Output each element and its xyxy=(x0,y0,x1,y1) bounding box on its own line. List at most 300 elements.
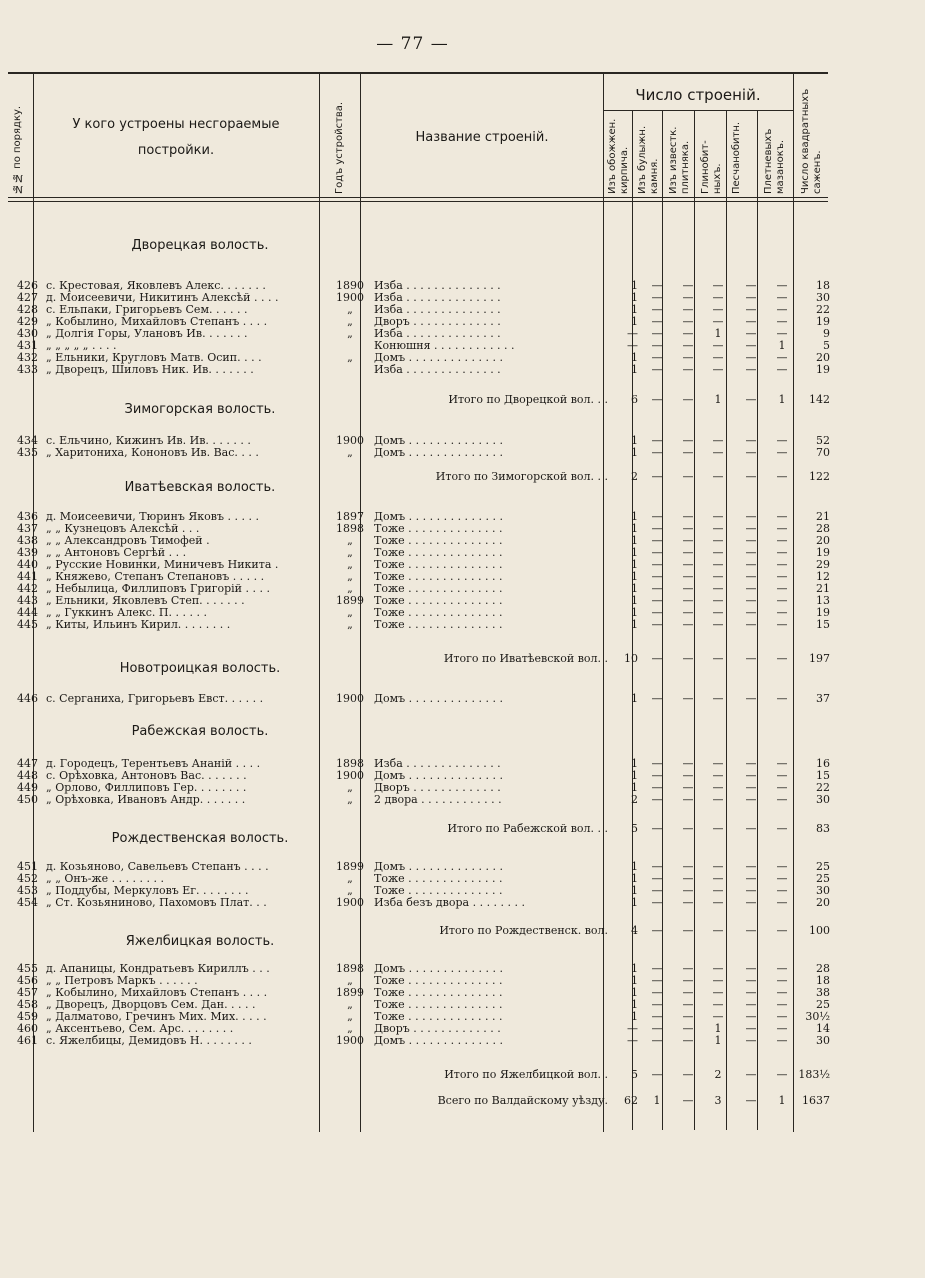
year-built: „ xyxy=(347,618,353,631)
count-cell: — xyxy=(712,558,724,571)
building-name: Домъ . . . . . . . . . . . . . . xyxy=(374,860,504,873)
grand-total-row xyxy=(8,1094,828,1107)
count-cell: — xyxy=(745,279,757,292)
count-cell: — xyxy=(651,558,663,571)
table-row xyxy=(8,793,828,806)
total-count-cell: — xyxy=(712,924,724,937)
header-sub-sand: Песчанобитн. xyxy=(731,121,742,194)
year-built: 1890 xyxy=(336,279,364,292)
year-built: 1900 xyxy=(336,291,364,304)
count-cell: — xyxy=(682,1022,694,1035)
row-number: 439 xyxy=(17,546,38,559)
count-cell: — xyxy=(682,974,694,987)
count-cell: — xyxy=(682,303,694,316)
total-square-sazhen: 197 xyxy=(809,652,830,665)
count-cell: — xyxy=(682,860,694,873)
total-count-cell: 1 xyxy=(714,393,722,406)
grand-total-count-cell: 1 xyxy=(653,1094,661,1107)
year-built: „ xyxy=(347,303,353,316)
owner-name: „ Поддубы, Меркуловъ Ег. . . . . . . . xyxy=(46,884,249,897)
count-cell: — xyxy=(651,793,663,806)
square-sazhen: 70 xyxy=(816,446,830,459)
count-cell: 1 xyxy=(631,998,638,1011)
count-cell: — xyxy=(682,769,694,782)
count-cell: — xyxy=(651,618,663,631)
square-sazhen: 30½ xyxy=(805,1010,830,1023)
count-cell: 1 xyxy=(631,522,638,535)
count-cell: — xyxy=(745,546,757,559)
count-cell: — xyxy=(682,962,694,975)
count-cell: — xyxy=(745,570,757,583)
page-number: — 77 — xyxy=(376,34,449,54)
grand-total-square-sazhen: 1637 xyxy=(802,1094,830,1107)
building-name: Домъ . . . . . . . . . . . . . . xyxy=(374,769,504,782)
building-name: Домъ . . . . . . . . . . . . . . xyxy=(374,351,504,364)
count-cell: — xyxy=(776,534,788,547)
count-cell: — xyxy=(745,446,757,459)
count-cell: — xyxy=(776,522,788,535)
year-built: „ xyxy=(347,781,353,794)
square-sazhen: 14 xyxy=(816,1022,830,1035)
total-count-cell: — xyxy=(776,822,788,835)
square-sazhen: 21 xyxy=(816,510,830,523)
count-cell: — xyxy=(712,860,724,873)
square-sazhen: 25 xyxy=(816,872,830,885)
building-name: Домъ . . . . . . . . . . . . . . xyxy=(374,1034,504,1047)
total-count-cell: 4 xyxy=(631,924,638,937)
count-cell: — xyxy=(682,363,694,376)
owner-name: с. Яжелбицы, Демидовъ Н. . . . . . . . xyxy=(46,1034,252,1047)
section-title: Иватѣевская волость. xyxy=(124,480,276,495)
count-cell: — xyxy=(712,974,724,987)
count-cell: — xyxy=(745,606,757,619)
count-cell: — xyxy=(682,793,694,806)
count-cell: 1 xyxy=(631,781,638,794)
total-square-sazhen: 100 xyxy=(809,924,830,937)
count-cell: — xyxy=(682,594,694,607)
count-cell: — xyxy=(712,315,724,328)
count-cell: — xyxy=(651,998,663,1011)
count-cell: — xyxy=(682,327,694,340)
count-cell: 1 xyxy=(631,618,638,631)
count-cell: — xyxy=(745,510,757,523)
total-count-cell: — xyxy=(651,924,663,937)
total-count-cell: — xyxy=(651,822,663,835)
count-cell: — xyxy=(776,618,788,631)
count-cell: — xyxy=(776,793,788,806)
count-cell: 1 xyxy=(778,339,786,352)
count-cell: — xyxy=(745,884,757,897)
count-cell: 1 xyxy=(631,434,638,447)
square-sazhen: 19 xyxy=(816,546,830,559)
row-number: 446 xyxy=(17,692,38,705)
table-row xyxy=(8,618,828,631)
year-built: 1900 xyxy=(336,896,364,909)
count-cell: 1 xyxy=(631,974,638,987)
count-cell: — xyxy=(651,986,663,999)
count-cell: — xyxy=(651,291,663,304)
owner-name: „ „ Антоновъ Сергѣй . . . xyxy=(46,546,187,559)
count-cell: — xyxy=(651,339,663,352)
count-cell: 1 xyxy=(631,534,638,547)
section-title: Новотроицкая волость. xyxy=(119,661,281,676)
square-sazhen: 22 xyxy=(816,303,830,316)
row-number: 445 xyxy=(17,618,38,631)
owner-name: „ Небылица, Филлиповъ Григорій . . . . xyxy=(46,582,270,595)
year-built: „ xyxy=(347,558,353,571)
count-cell: — xyxy=(712,618,724,631)
count-cell: — xyxy=(682,998,694,1011)
count-cell: 1 xyxy=(631,363,638,376)
owner-name: д. Моисеевичи, Тюринъ Яковъ . . . . . xyxy=(46,510,259,523)
count-cell: 1 xyxy=(631,446,638,459)
count-cell: — xyxy=(712,446,724,459)
count-cell: 1 xyxy=(631,896,638,909)
square-sazhen: 18 xyxy=(816,974,830,987)
square-sazhen: 30 xyxy=(816,291,830,304)
year-built: 1899 xyxy=(336,860,364,873)
year-built: „ xyxy=(347,446,353,459)
year-built: 1897 xyxy=(336,510,364,523)
count-cell: — xyxy=(776,279,788,292)
building-name: Тоже . . . . . . . . . . . . . . xyxy=(374,522,503,535)
count-cell: — xyxy=(745,974,757,987)
total-count-cell: — xyxy=(776,1068,788,1081)
count-cell: — xyxy=(682,339,694,352)
building-name: Тоже . . . . . . . . . . . . . . xyxy=(374,884,503,897)
count-cell: — xyxy=(712,363,724,376)
count-cell: — xyxy=(776,594,788,607)
count-cell: — xyxy=(745,594,757,607)
building-name: Тоже . . . . . . . . . . . . . . xyxy=(374,974,503,987)
header-col-year: Годъ устройства. xyxy=(334,101,345,194)
count-cell: — xyxy=(651,692,663,705)
count-cell: — xyxy=(745,757,757,770)
year-built: 1899 xyxy=(336,986,364,999)
square-sazhen: 19 xyxy=(816,315,830,328)
total-count-cell: — xyxy=(682,470,694,483)
row-number: 429 xyxy=(17,315,38,328)
building-name: Дворъ . . . . . . . . . . . . . xyxy=(374,781,501,794)
count-cell: 1 xyxy=(631,872,638,885)
count-cell: 1 xyxy=(631,606,638,619)
building-name: Домъ . . . . . . . . . . . . . . xyxy=(374,692,504,705)
owner-name: „ „ Александровъ Тимофей . xyxy=(46,534,210,547)
count-cell: — xyxy=(745,896,757,909)
table-row xyxy=(8,446,828,459)
row-number: 452 xyxy=(17,872,38,885)
building-name: Тоже . . . . . . . . . . . . . . xyxy=(374,546,503,559)
count-cell: — xyxy=(712,781,724,794)
count-cell: — xyxy=(776,884,788,897)
square-sazhen: 15 xyxy=(816,618,830,631)
year-built: „ xyxy=(347,351,353,364)
row-number: 441 xyxy=(17,570,38,583)
building-name: Тоже . . . . . . . . . . . . . . xyxy=(374,986,503,999)
owner-name: „ Далматово, Гречинъ Мих. Мих. . . . . xyxy=(46,1010,267,1023)
total-square-sazhen: 183½ xyxy=(798,1068,830,1081)
count-cell: — xyxy=(745,781,757,794)
square-sazhen: 5 xyxy=(823,339,830,352)
building-name: Тоже . . . . . . . . . . . . . . xyxy=(374,618,503,631)
count-cell: — xyxy=(745,998,757,1011)
header-sub-clay: Глинобит-ныхъ. xyxy=(700,140,723,194)
total-count-cell: — xyxy=(776,924,788,937)
count-cell: — xyxy=(651,884,663,897)
owner-name: „ „ Кузнецовъ Алексѣй . . . xyxy=(46,522,200,535)
year-built: 1900 xyxy=(336,769,364,782)
count-cell: — xyxy=(682,534,694,547)
count-cell: 1 xyxy=(631,594,638,607)
section-total-label: Итого по Дворецкой вол. . . xyxy=(448,393,608,406)
count-cell: — xyxy=(651,446,663,459)
count-cell: 1 xyxy=(631,558,638,571)
row-number: 436 xyxy=(17,510,38,523)
header-sub-wattle: Плетневыхъ мазанокъ. xyxy=(763,128,786,194)
row-number: 461 xyxy=(17,1034,38,1047)
year-built: „ xyxy=(347,606,353,619)
header-sub-brick: Изъ обожжен. кирпича. xyxy=(607,118,630,194)
count-cell: — xyxy=(745,534,757,547)
count-cell: — xyxy=(712,1010,724,1023)
building-name: Тоже . . . . . . . . . . . . . . xyxy=(374,594,503,607)
owner-name: с. Ельчино, Кижинъ Ив. Ив. . . . . . . xyxy=(46,434,251,447)
total-count-cell: — xyxy=(745,1068,757,1081)
count-cell: — xyxy=(712,434,724,447)
grand-total-count-cell: 1 xyxy=(778,1094,786,1107)
count-cell: — xyxy=(776,1034,788,1047)
count-cell: — xyxy=(682,781,694,794)
row-number: 453 xyxy=(17,884,38,897)
year-built: „ xyxy=(347,1022,353,1035)
count-cell: — xyxy=(712,570,724,583)
count-cell: 1 xyxy=(631,1010,638,1023)
count-cell: 1 xyxy=(631,351,638,364)
count-cell: — xyxy=(627,1022,638,1035)
section-total-label: Итого по Иватѣевской вол. . xyxy=(443,652,608,665)
count-cell: — xyxy=(776,1022,788,1035)
grand-total-count-cell: 62 xyxy=(624,1094,638,1107)
total-count-cell: 2 xyxy=(714,1068,722,1081)
count-cell: 1 xyxy=(631,769,638,782)
row-number: 450 xyxy=(17,793,38,806)
building-name: Изба . . . . . . . . . . . . . . xyxy=(374,303,501,316)
grand-total-count-cell: — xyxy=(682,1094,694,1107)
total-count-cell: — xyxy=(745,822,757,835)
grand-total-label: Всего по Валдайскому уѣзду. xyxy=(437,1094,608,1107)
count-cell: — xyxy=(682,1010,694,1023)
section-title: Яжелбицкая волость. xyxy=(125,934,275,949)
table-row xyxy=(8,896,828,909)
total-count-cell: — xyxy=(682,924,694,937)
owner-name: „ Кобылино, Михайловъ Степанъ . . . . xyxy=(46,986,268,999)
count-cell: — xyxy=(712,510,724,523)
total-count-cell: — xyxy=(682,1068,694,1081)
total-count-cell: — xyxy=(745,393,757,406)
section-title: Рабежская волость. xyxy=(131,724,269,739)
row-number: 459 xyxy=(17,1010,38,1023)
building-name: Изба . . . . . . . . . . . . . . xyxy=(374,757,501,770)
owner-name: „ Харитониха, Кононовъ Ив. Вас. . . . xyxy=(46,446,259,459)
building-name: Конюшня . . . . . . . . . . . . xyxy=(374,339,515,352)
building-name: Изба . . . . . . . . . . . . . . xyxy=(374,363,501,376)
owner-name: с. Крестовая, Яковлевъ Алекс. . . . . . . xyxy=(46,279,266,292)
square-sazhen: 12 xyxy=(816,570,830,583)
square-sazhen: 29 xyxy=(816,558,830,571)
count-cell: — xyxy=(651,570,663,583)
count-cell: — xyxy=(682,434,694,447)
count-cell: — xyxy=(712,522,724,535)
header-col-building: Название строеній. xyxy=(415,130,549,145)
row-number: 438 xyxy=(17,534,38,547)
row-number: 440 xyxy=(17,558,38,571)
count-cell: — xyxy=(776,570,788,583)
row-number: 460 xyxy=(17,1022,38,1035)
count-cell: — xyxy=(776,986,788,999)
grand-total-count-cell: — xyxy=(745,1094,757,1107)
row-number: 443 xyxy=(17,594,38,607)
row-number: 428 xyxy=(17,303,38,316)
owner-name: „ Русские Новинки, Миничевъ Никита . xyxy=(46,558,279,571)
year-built: 1900 xyxy=(336,434,364,447)
count-cell: — xyxy=(745,522,757,535)
count-cell: — xyxy=(682,1034,694,1047)
square-sazhen: 37 xyxy=(816,692,830,705)
owner-name: „ „ Онъ-же . . . . . . . . xyxy=(46,872,165,885)
count-cell: — xyxy=(776,315,788,328)
header-bottom-rule-2 xyxy=(8,201,828,202)
owner-name: д. Городецъ, Терентьевъ Ананій . . . . xyxy=(46,757,261,770)
square-sazhen: 25 xyxy=(816,860,830,873)
owner-name: „ Киты, Ильинъ Кирил. . . . . . . . xyxy=(46,618,231,631)
count-cell: — xyxy=(776,327,788,340)
count-cell: — xyxy=(682,279,694,292)
year-built: „ xyxy=(347,534,353,547)
year-built: „ xyxy=(347,327,353,340)
owner-name: „ Орѣховка, Ивановъ Андр. . . . . . . xyxy=(46,793,246,806)
count-cell: — xyxy=(651,363,663,376)
owner-name: „ Дворецъ, Шиловъ Ник. Ив. . . . . . . xyxy=(46,363,254,376)
row-number: 434 xyxy=(17,434,38,447)
count-cell: — xyxy=(776,546,788,559)
owner-name: „ Аксентьево, Сем. Арс. . . . . . . . xyxy=(46,1022,234,1035)
owner-name: „ Дворецъ, Дворцовъ Сем. Дан. . . . . xyxy=(46,998,256,1011)
total-count-cell: — xyxy=(682,822,694,835)
square-sazhen: 38 xyxy=(816,986,830,999)
table-top-rule xyxy=(8,72,828,74)
count-cell: 1 xyxy=(631,570,638,583)
year-built: „ xyxy=(347,315,353,328)
count-cell: — xyxy=(651,327,663,340)
count-cell: — xyxy=(682,872,694,885)
count-cell: — xyxy=(682,291,694,304)
count-cell: — xyxy=(776,860,788,873)
count-cell: — xyxy=(712,303,724,316)
year-built: 1898 xyxy=(336,757,364,770)
header-col-sq: Число квадратныхъ саженъ. xyxy=(800,88,823,194)
count-cell: — xyxy=(776,351,788,364)
count-cell: 1 xyxy=(631,303,638,316)
building-name: Тоже . . . . . . . . . . . . . . xyxy=(374,570,503,583)
section-total-label: Итого по Рождественск. вол. xyxy=(439,924,608,937)
year-built: „ xyxy=(347,582,353,595)
square-sazhen: 19 xyxy=(816,606,830,619)
square-sazhen: 9 xyxy=(823,327,830,340)
count-cell: — xyxy=(651,582,663,595)
year-built: 1898 xyxy=(336,522,364,535)
owner-name: „ Орлово, Филлиповъ Гер. . . . . . . . xyxy=(46,781,247,794)
square-sazhen: 22 xyxy=(816,781,830,794)
count-cell: — xyxy=(745,962,757,975)
count-cell: — xyxy=(651,769,663,782)
total-count-cell: — xyxy=(682,393,694,406)
count-cell: — xyxy=(776,1010,788,1023)
total-count-cell: 10 xyxy=(624,652,638,665)
owner-name: д. Козьяново, Савельевъ Степанъ . . . . xyxy=(46,860,269,873)
count-cell: — xyxy=(651,757,663,770)
square-sazhen: 15 xyxy=(816,769,830,782)
row-number: 447 xyxy=(17,757,38,770)
count-cell: — xyxy=(745,1022,757,1035)
count-cell: — xyxy=(776,962,788,975)
owner-name: „ Княжево, Степанъ Степановъ . . . . . xyxy=(46,570,265,583)
count-cell: — xyxy=(651,279,663,292)
year-built: „ xyxy=(347,1010,353,1023)
owner-name: „ Ст. Козьяниново, Пахомовъ Плат. . . xyxy=(46,896,267,909)
header-bottom-rule xyxy=(8,197,828,198)
row-number: 458 xyxy=(17,998,38,1011)
count-cell: — xyxy=(712,351,724,364)
count-cell: — xyxy=(745,339,757,352)
square-sazhen: 20 xyxy=(816,351,830,364)
square-sazhen: 16 xyxy=(816,757,830,770)
count-cell: — xyxy=(682,570,694,583)
count-cell: — xyxy=(682,510,694,523)
square-sazhen: 20 xyxy=(816,534,830,547)
count-cell: — xyxy=(776,510,788,523)
count-cell: — xyxy=(651,546,663,559)
count-cell: — xyxy=(682,546,694,559)
count-cell: — xyxy=(745,1034,757,1047)
owner-name: „ Ельники, Яковлевъ Степ. . . . . . . xyxy=(46,594,245,607)
total-count-cell: — xyxy=(712,822,724,835)
count-cell: — xyxy=(651,896,663,909)
building-name: Тоже . . . . . . . . . . . . . . xyxy=(374,582,503,595)
square-sazhen: 30 xyxy=(816,884,830,897)
count-cell: — xyxy=(651,510,663,523)
building-name: Тоже . . . . . . . . . . . . . . xyxy=(374,606,503,619)
building-name: Тоже . . . . . . . . . . . . . . xyxy=(374,534,503,547)
count-cell: — xyxy=(776,757,788,770)
building-name: 2 двора . . . . . . . . . . . . xyxy=(374,793,502,806)
square-sazhen: 52 xyxy=(816,434,830,447)
count-cell: — xyxy=(712,546,724,559)
total-count-cell: 1 xyxy=(778,393,786,406)
row-number: 430 xyxy=(17,327,38,340)
count-cell: — xyxy=(712,606,724,619)
total-count-cell: — xyxy=(651,393,663,406)
count-cell: — xyxy=(682,315,694,328)
count-cell: — xyxy=(627,339,638,352)
square-sazhen: 19 xyxy=(816,363,830,376)
count-cell: — xyxy=(745,351,757,364)
total-count-cell: — xyxy=(651,1068,663,1081)
total-count-cell: 5 xyxy=(631,822,638,835)
building-name: Дворъ . . . . . . . . . . . . . xyxy=(374,315,501,328)
owner-name: „ Кобылино, Михайловъ Степанъ . . . . xyxy=(46,315,268,328)
count-cell: — xyxy=(712,793,724,806)
grand-total-count-cell: 3 xyxy=(714,1094,722,1107)
